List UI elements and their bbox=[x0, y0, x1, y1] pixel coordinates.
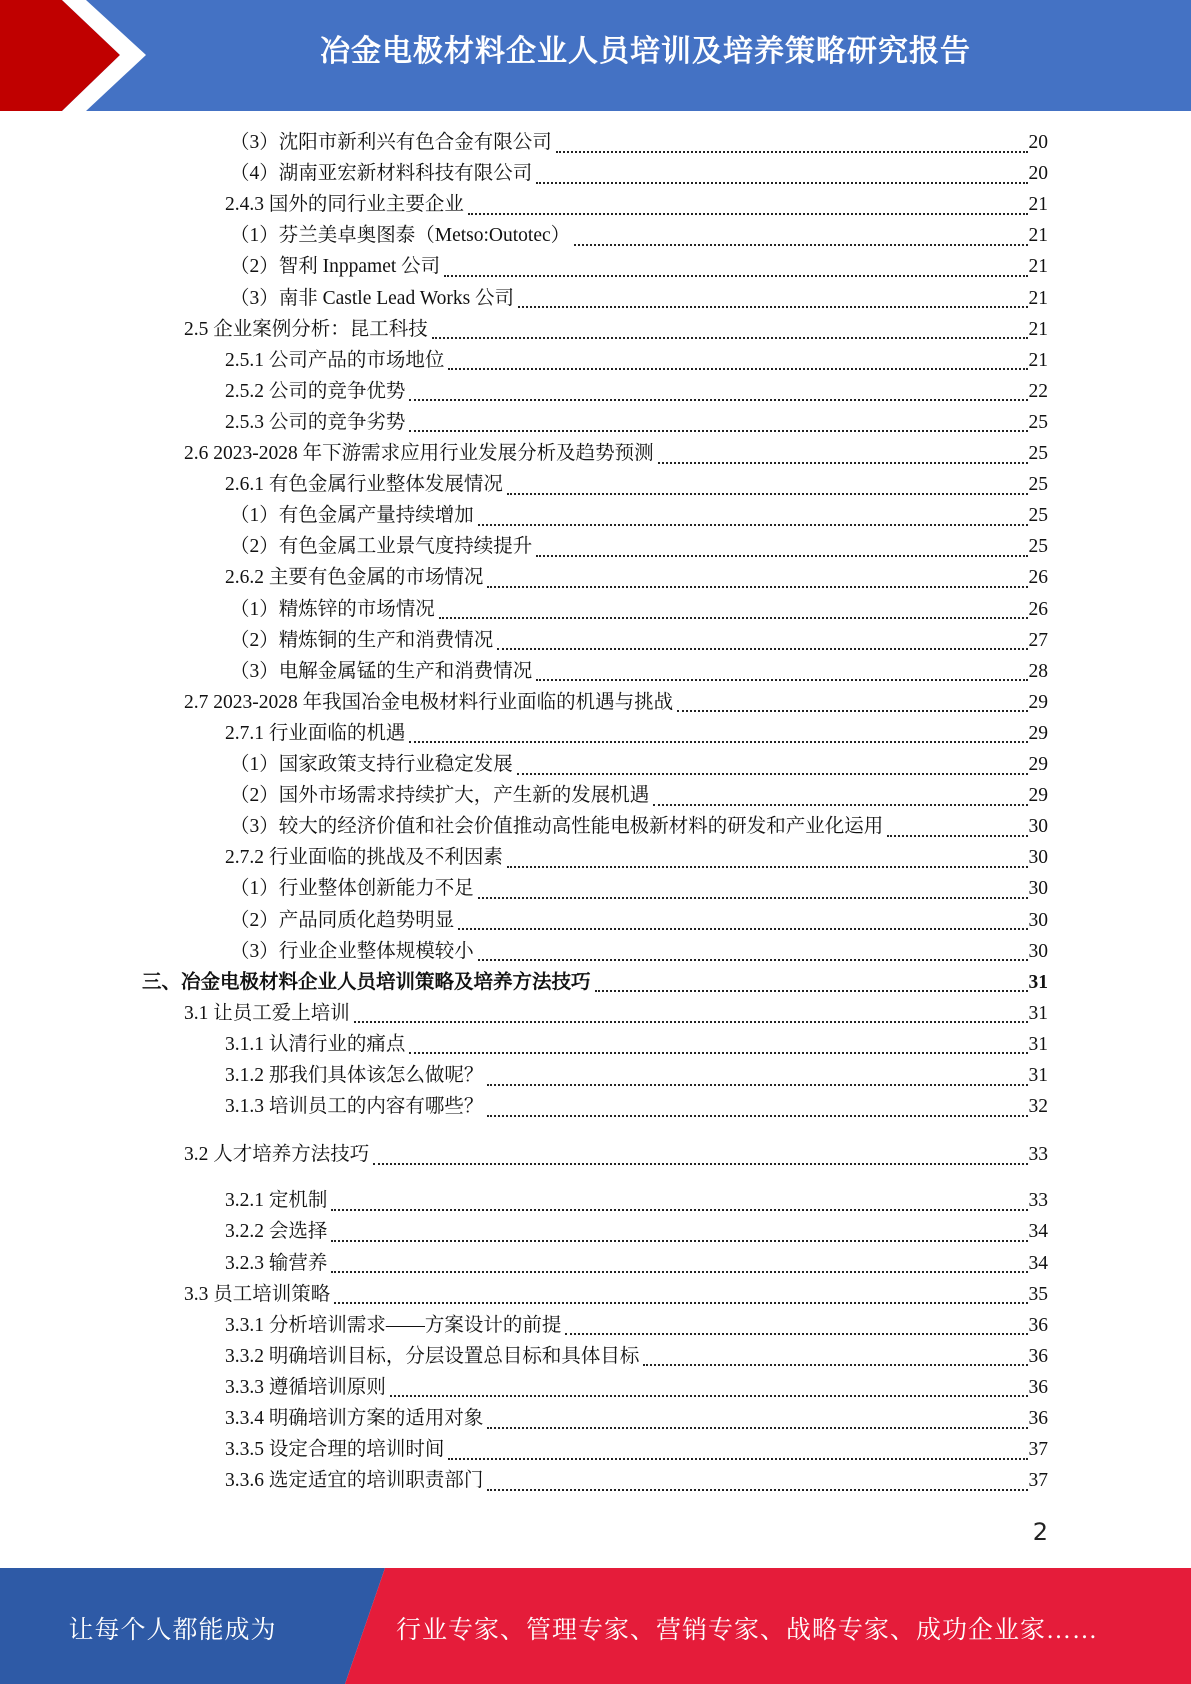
toc-entry[interactable] bbox=[230, 158, 1048, 189]
toc-dot-leader bbox=[574, 244, 1027, 246]
toc-entry-label: 三、冶金电极材料企业人员培训策略及培养方法技巧 bbox=[142, 971, 591, 993]
toc-entry-label: （2）国外市场需求持续扩大，产生新的发展机遇 bbox=[230, 785, 650, 807]
toc-dot-leader bbox=[334, 1302, 1027, 1304]
toc-entry-page: 25 bbox=[1028, 536, 1048, 558]
toc-entry-label: 2.6.1 有色金属行业整体发展情况 bbox=[225, 474, 503, 496]
toc-dot-leader bbox=[432, 337, 1028, 339]
toc-dot-leader bbox=[458, 928, 1027, 930]
toc-entry-label: （3）行业企业整体规模较小 bbox=[230, 940, 474, 962]
toc-entry[interactable] bbox=[184, 314, 1048, 345]
toc-dot-leader bbox=[677, 710, 1027, 712]
toc-entry[interactable] bbox=[230, 625, 1048, 656]
toc-dot-leader bbox=[487, 1084, 1027, 1086]
toc-entry-page: 29 bbox=[1028, 785, 1048, 807]
toc-entry[interactable] bbox=[225, 469, 1048, 500]
toc-entry-label: （2）有色金属工业景气度持续提升 bbox=[230, 536, 533, 558]
toc-entry-page: 25 bbox=[1028, 443, 1048, 464]
toc-entry-page: 30 bbox=[1028, 909, 1048, 931]
toc-entry-label: 3.2 人才培养方法技巧 bbox=[184, 1144, 370, 1166]
toc-entry-label: 2.6 2023-2028 年下游需求应用行业发展分析及趋势预测 bbox=[184, 443, 654, 464]
toc-dot-leader bbox=[390, 1395, 1028, 1397]
toc-entry[interactable] bbox=[225, 1341, 1048, 1372]
toc-dot-leader bbox=[468, 213, 1028, 215]
toc-entry-label: 2.7.1 行业面临的机遇 bbox=[225, 722, 406, 744]
toc-entry[interactable] bbox=[230, 905, 1048, 936]
toc-dot-leader bbox=[487, 1115, 1027, 1117]
toc-dot-leader bbox=[478, 524, 1028, 526]
toc-entry-page: 25 bbox=[1028, 411, 1048, 433]
toc-entry[interactable] bbox=[225, 1310, 1048, 1341]
toc-entry[interactable] bbox=[225, 407, 1048, 438]
toc-entry[interactable] bbox=[230, 220, 1048, 251]
toc-dot-leader bbox=[448, 368, 1027, 370]
toc-entry[interactable] bbox=[225, 1216, 1048, 1247]
toc-entry-page: 21 bbox=[1028, 256, 1048, 278]
toc-entry[interactable] bbox=[225, 1372, 1048, 1403]
toc-entry-page: 29 bbox=[1028, 722, 1048, 744]
toc-entry[interactable] bbox=[184, 1139, 1048, 1170]
toc-entry-label: （2）精炼铜的生产和消费情况 bbox=[230, 629, 494, 651]
toc-entry[interactable] bbox=[230, 251, 1048, 282]
toc-dot-leader bbox=[373, 1163, 1027, 1165]
toc-entry-label: 3.3.5 设定合理的培训时间 bbox=[225, 1439, 445, 1461]
toc-entry-page: 22 bbox=[1028, 380, 1048, 402]
toc-dot-leader bbox=[409, 741, 1027, 743]
toc-entry-page: 36 bbox=[1028, 1376, 1048, 1398]
page-header bbox=[0, 0, 1191, 111]
toc-entry[interactable] bbox=[230, 656, 1048, 687]
toc-entry-label: 3.1.2 那我们具体该怎么做呢？ bbox=[225, 1065, 484, 1086]
toc-entry-label: 3.1 让员工爱上培训 bbox=[184, 1002, 350, 1024]
footer-slogan-left: 让每个人都能成为 bbox=[68, 1617, 277, 1644]
toc-entry-label: 3.3.2 明确培训目标，分层设置总目标和具体目标 bbox=[225, 1345, 640, 1367]
toc-entry-page: 21 bbox=[1028, 318, 1048, 340]
toc-entry-label: 3.2.2 会选择 bbox=[225, 1221, 328, 1243]
toc-dot-leader bbox=[497, 648, 1027, 650]
toc-entry-page: 21 bbox=[1028, 194, 1048, 216]
toc-entry-page: 31 bbox=[1028, 971, 1048, 993]
toc-entry-page: 27 bbox=[1028, 629, 1048, 651]
toc-dot-leader bbox=[444, 275, 1027, 277]
toc-entry-label: 3.3 员工培训策略 bbox=[184, 1283, 331, 1305]
toc-entry-page: 21 bbox=[1028, 287, 1048, 309]
toc-dot-leader bbox=[439, 617, 1028, 619]
toc-entry[interactable] bbox=[230, 531, 1048, 562]
toc-entry-label: （4）湖南亚宏新材料科技有限公司 bbox=[230, 163, 533, 185]
toc-entry-label: 3.3.4 明确培训方案的适用对象 bbox=[225, 1408, 484, 1429]
toc-dot-leader bbox=[536, 182, 1027, 184]
toc-entry-label: 3.3.3 遵循培训原则 bbox=[225, 1376, 386, 1398]
toc-entry-label: （1）行业整体创新能力不足 bbox=[230, 878, 474, 900]
toc-entry[interactable] bbox=[230, 780, 1048, 811]
toc-entry-label: （3）较大的经济价值和社会价值推动高性能电极新材料的研发和产业化运用 bbox=[230, 816, 884, 838]
toc-entry[interactable] bbox=[225, 1465, 1048, 1496]
toc-entry[interactable] bbox=[225, 1185, 1048, 1216]
page-number: 2 bbox=[1032, 1518, 1048, 1546]
toc-entry-page: 37 bbox=[1028, 1439, 1048, 1461]
toc-entry-page: 20 bbox=[1028, 163, 1048, 185]
toc-entry[interactable] bbox=[225, 562, 1048, 593]
toc-entry-page: 36 bbox=[1028, 1314, 1048, 1336]
toc-entry-label: 3.1.1 认清行业的痛点 bbox=[225, 1033, 406, 1055]
toc-dot-leader bbox=[409, 399, 1027, 401]
toc-dot-leader bbox=[331, 1209, 1027, 1211]
toc-entry-label: 2.5.1 公司产品的市场地位 bbox=[225, 349, 445, 371]
toc-entry[interactable] bbox=[225, 1060, 1048, 1091]
toc-entry[interactable] bbox=[142, 967, 1048, 998]
toc-entry-page: 33 bbox=[1028, 1144, 1048, 1166]
toc-dot-leader bbox=[653, 804, 1027, 806]
toc-entry-page: 26 bbox=[1028, 598, 1048, 620]
report-title: 冶金电极材料企业人员培训及培养策略研究报告 bbox=[320, 34, 971, 69]
toc-entry-label: （1）精炼锌的市场情况 bbox=[230, 598, 435, 620]
toc-entry-label: （3）电解金属锰的生产和消费情况 bbox=[230, 660, 533, 682]
toc-dot-leader bbox=[507, 866, 1028, 868]
toc-dot-leader bbox=[354, 1021, 1028, 1023]
toc-entry[interactable] bbox=[230, 873, 1048, 904]
toc-dot-leader bbox=[518, 306, 1027, 308]
toc-entry-label: 2.5.2 公司的竞争优势 bbox=[225, 380, 406, 402]
toc-dot-leader bbox=[331, 1271, 1027, 1273]
toc-entry-page: 31 bbox=[1028, 1065, 1048, 1086]
toc-entry-label: 3.1.3 培训员工的内容有哪些？ bbox=[225, 1096, 484, 1118]
toc-dot-leader bbox=[478, 897, 1028, 899]
toc-entry-label: 2.4.3 国外的同行业主要企业 bbox=[225, 194, 464, 216]
toc-dot-leader bbox=[536, 679, 1027, 681]
toc-entry[interactable] bbox=[184, 687, 1048, 718]
toc-entry[interactable] bbox=[225, 1029, 1048, 1060]
toc-entry-label: 3.3.1 分析培训需求——方案设计的前提 bbox=[225, 1314, 562, 1336]
toc-entry-page: 30 bbox=[1028, 940, 1048, 962]
toc-dot-leader bbox=[331, 1240, 1027, 1242]
toc-entry-label: （1）国家政策支持行业稳定发展 bbox=[230, 754, 513, 775]
toc-entry-page: 30 bbox=[1028, 847, 1048, 869]
toc-dot-leader bbox=[487, 1427, 1027, 1429]
toc-dot-leader bbox=[507, 493, 1028, 495]
toc-dot-leader bbox=[556, 151, 1028, 153]
toc-dot-leader bbox=[595, 990, 1028, 992]
toc-entry-page: 32 bbox=[1028, 1096, 1048, 1118]
page-footer bbox=[0, 1568, 1191, 1684]
toc-entry[interactable] bbox=[225, 718, 1048, 749]
toc-entry-label: 2.7 2023-2028 年我国冶金电极材料行业面临的机遇与挑战 bbox=[184, 691, 674, 713]
toc-dot-leader bbox=[517, 773, 1028, 775]
toc-dot-leader bbox=[487, 586, 1027, 588]
toc-entry[interactable] bbox=[184, 1279, 1048, 1310]
toc-entry-page: 34 bbox=[1028, 1252, 1048, 1274]
toc-dot-leader bbox=[643, 1364, 1027, 1366]
toc-dot-leader bbox=[658, 462, 1028, 464]
toc-entry-label: 2.5.3 公司的竞争劣势 bbox=[225, 411, 406, 433]
toc-entry-label: 3.3.6 选定适宜的培训职责部门 bbox=[225, 1470, 484, 1492]
toc-dot-leader bbox=[536, 555, 1027, 557]
toc-entry-page: 21 bbox=[1028, 349, 1048, 371]
toc-entry[interactable] bbox=[184, 998, 1048, 1029]
toc-dot-leader bbox=[565, 1333, 1027, 1335]
toc-entry-page: 31 bbox=[1028, 1002, 1048, 1024]
toc-entry-page: 25 bbox=[1028, 474, 1048, 496]
toc-entry[interactable] bbox=[230, 283, 1048, 314]
toc-entry-label: （2）产品同质化趋势明显 bbox=[230, 909, 455, 931]
toc-dot-leader bbox=[409, 430, 1027, 432]
toc-entry[interactable] bbox=[225, 842, 1048, 873]
toc-entry[interactable] bbox=[225, 189, 1048, 220]
toc-entry-page: 34 bbox=[1028, 1221, 1048, 1243]
toc-entry-page: 36 bbox=[1028, 1408, 1048, 1429]
toc-entry-page: 31 bbox=[1028, 1033, 1048, 1055]
toc-entry-label: 3.2.1 定机制 bbox=[225, 1190, 328, 1212]
toc-entry[interactable] bbox=[230, 936, 1048, 967]
toc-entry[interactable] bbox=[230, 811, 1048, 842]
footer-slogan-right: 行业专家、管理专家、营销专家、战略专家、成功企业家…… bbox=[396, 1617, 1099, 1644]
toc-entry-page: 37 bbox=[1028, 1470, 1048, 1492]
toc-entry[interactable] bbox=[225, 1434, 1048, 1465]
toc-entry-label: 2.6.2 主要有色金属的市场情况 bbox=[225, 567, 484, 589]
toc-dot-leader bbox=[409, 1052, 1027, 1054]
toc-entry-page: 30 bbox=[1028, 878, 1048, 900]
toc-dot-leader bbox=[887, 835, 1027, 837]
toc-entry-page: 28 bbox=[1028, 660, 1048, 682]
toc-entry-label: （3）沈阳市新利兴有色合金有限公司 bbox=[230, 132, 552, 153]
toc-entry-page: 26 bbox=[1028, 567, 1048, 589]
toc-entry-page: 20 bbox=[1028, 132, 1048, 153]
toc-dot-leader bbox=[487, 1489, 1027, 1491]
toc-entry[interactable] bbox=[230, 500, 1048, 531]
toc-entry[interactable] bbox=[225, 345, 1048, 376]
toc-dot-leader bbox=[478, 959, 1028, 961]
toc-entry[interactable] bbox=[225, 1248, 1048, 1279]
toc-entry-page: 29 bbox=[1028, 691, 1048, 713]
toc-dot-leader bbox=[448, 1458, 1027, 1460]
toc-entry-page: 21 bbox=[1028, 225, 1048, 247]
toc-entry[interactable] bbox=[225, 376, 1048, 407]
toc-entry-page: 25 bbox=[1028, 505, 1048, 527]
toc-entry-page: 29 bbox=[1028, 754, 1048, 775]
toc-entry-page: 35 bbox=[1028, 1283, 1048, 1305]
toc-entry[interactable] bbox=[230, 749, 1048, 780]
toc-entry[interactable] bbox=[230, 594, 1048, 625]
toc-entry-page: 33 bbox=[1028, 1190, 1048, 1212]
toc-entry[interactable] bbox=[225, 1091, 1048, 1122]
toc-entry[interactable] bbox=[225, 1403, 1048, 1434]
toc-entry-label: 2.7.2 行业面临的挑战及不利因素 bbox=[225, 847, 503, 869]
toc-entry-page: 30 bbox=[1028, 816, 1048, 838]
toc-entry-label: （1）有色金属产量持续增加 bbox=[230, 505, 474, 527]
toc-entry-label: （1）芬兰美卓奥图泰（Metso:Outotec） bbox=[230, 225, 571, 247]
toc-entry[interactable] bbox=[230, 127, 1048, 158]
toc-entry-page: 36 bbox=[1028, 1345, 1048, 1367]
toc-entry-label: 2.5 企业案例分析：昆工科技 bbox=[184, 318, 428, 340]
toc-entry[interactable] bbox=[184, 438, 1048, 469]
toc-entry-label: （3）南非 Castle Lead Works 公司 bbox=[230, 287, 515, 309]
toc-entry-label: 3.2.3 输营养 bbox=[225, 1252, 328, 1274]
toc-entry-label: （2）智利 Inppamet 公司 bbox=[230, 256, 441, 278]
